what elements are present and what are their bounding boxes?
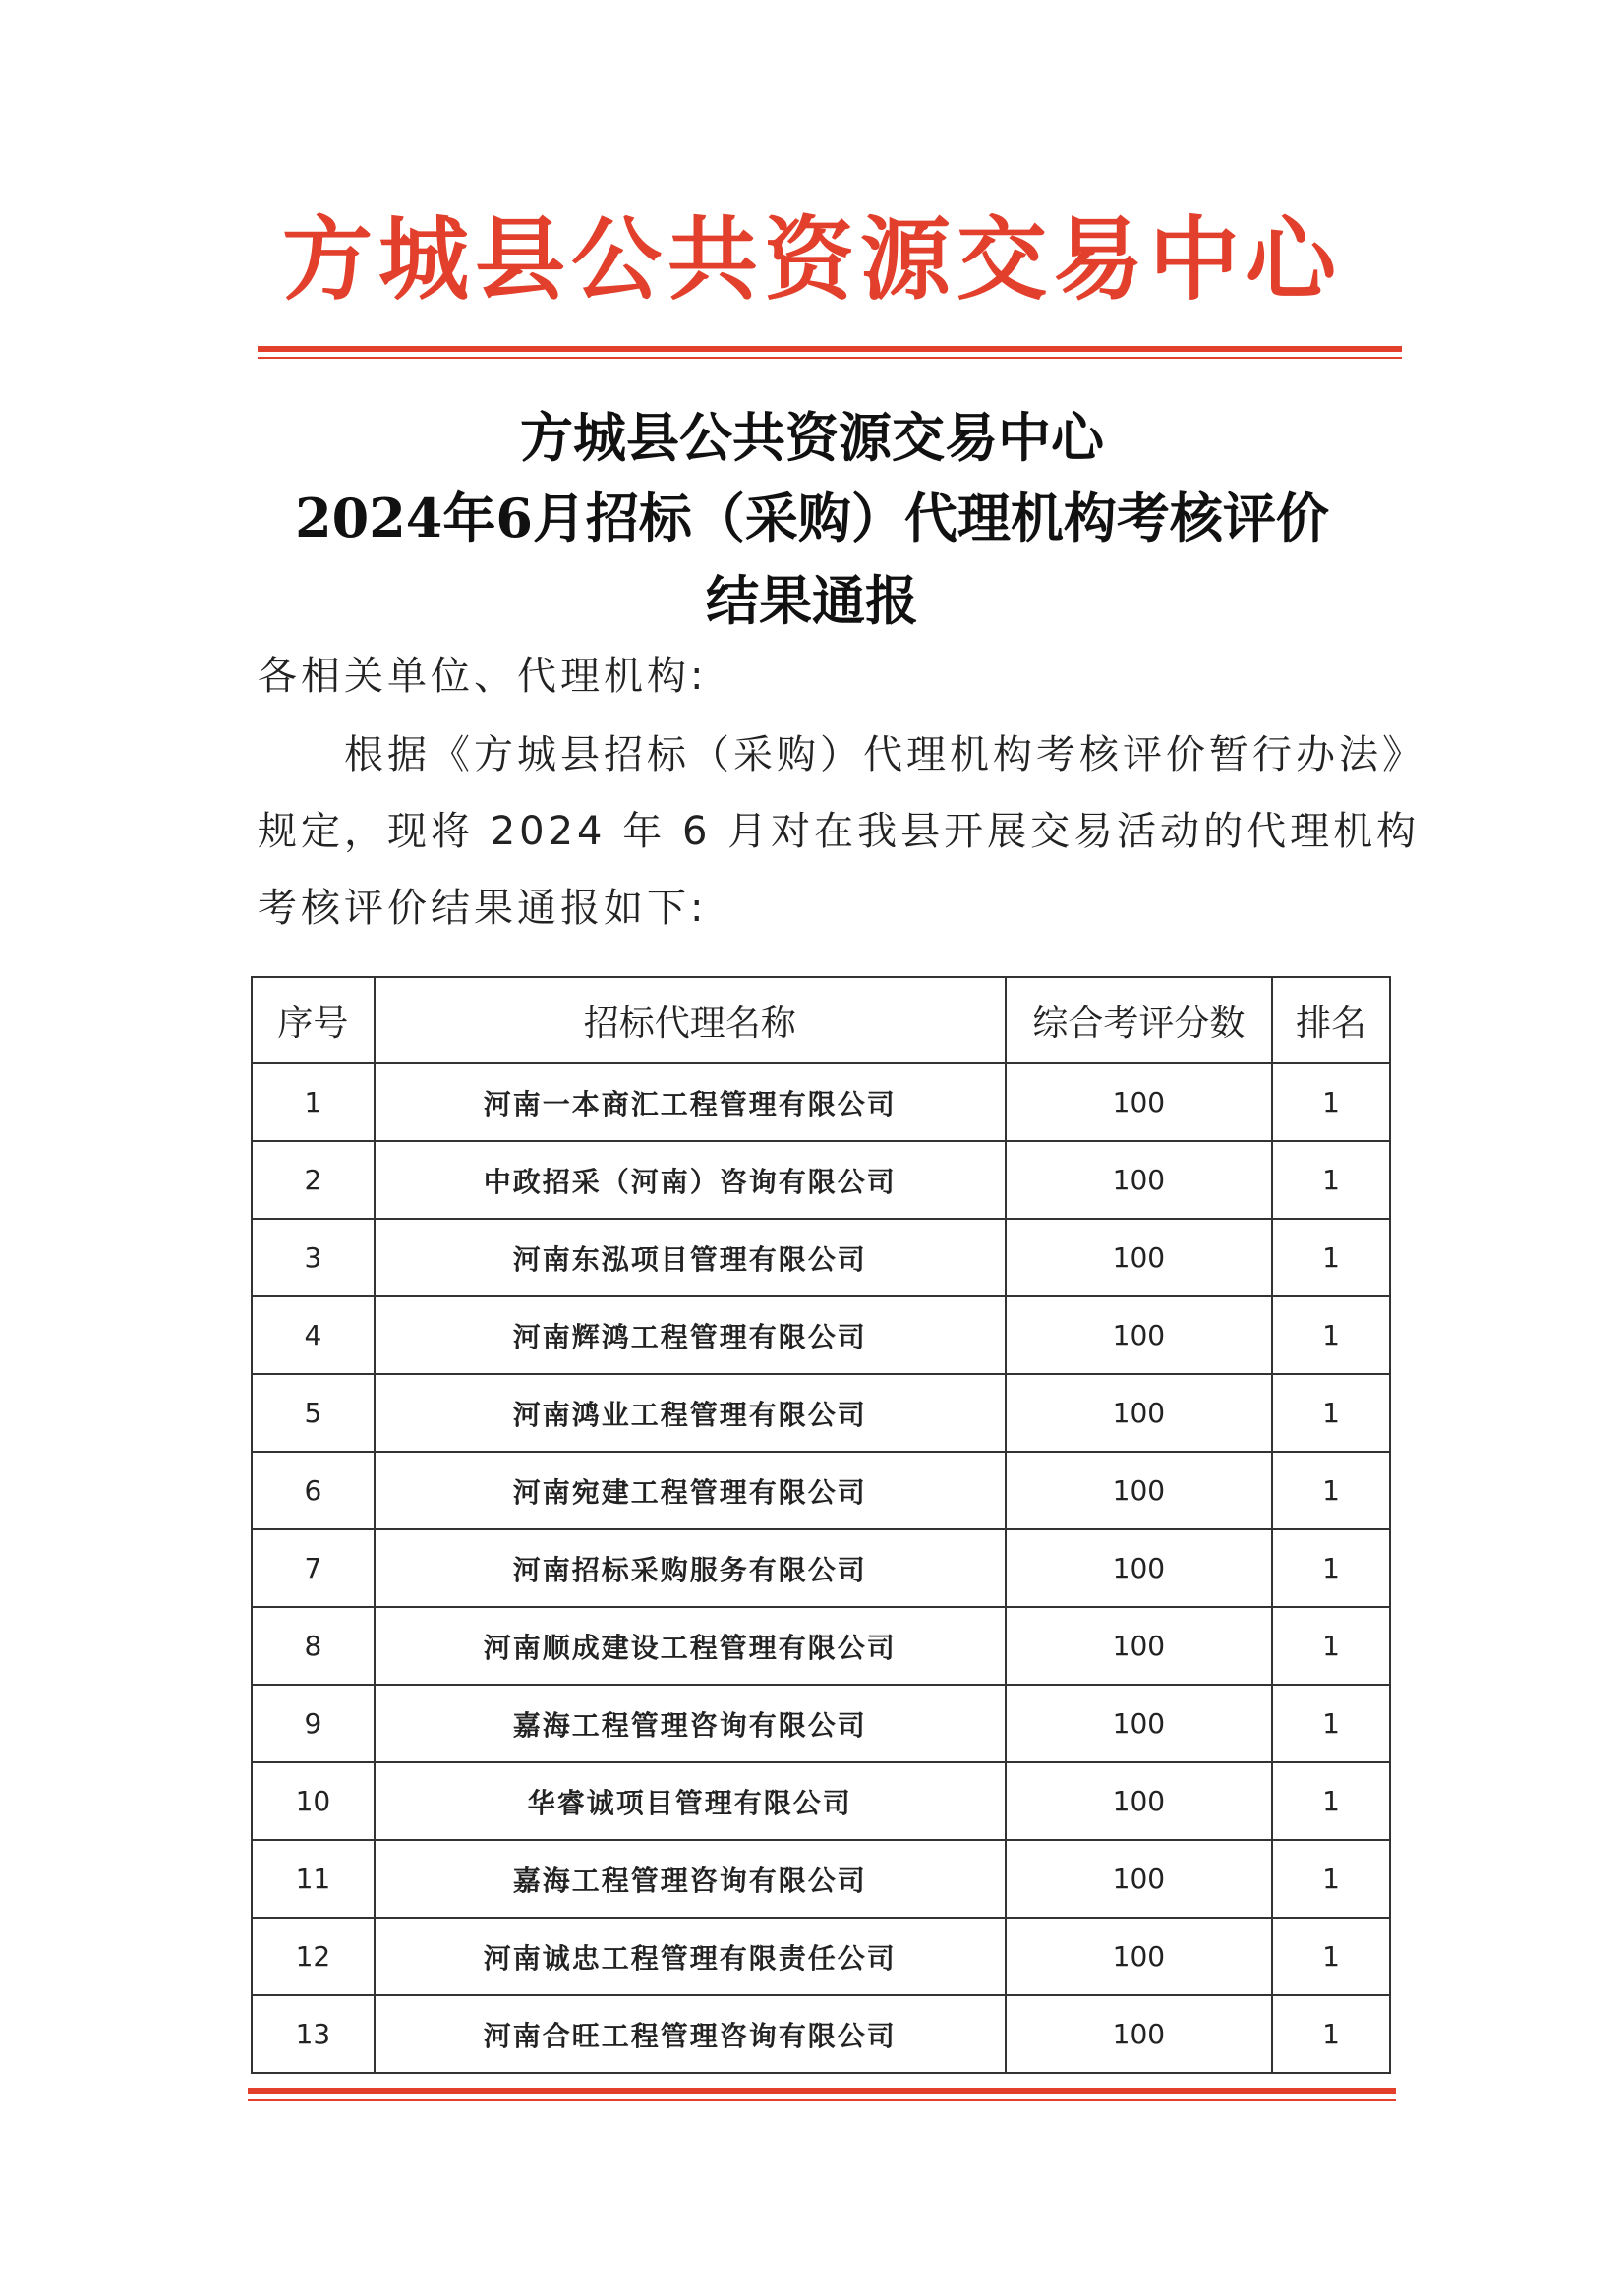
table-row [252, 1840, 1390, 1918]
cell-rank: 1 [1272, 1685, 1390, 1762]
cell-rank: 1 [1272, 1063, 1390, 1141]
cell-score: 100 [1006, 1063, 1273, 1141]
cell-score: 100 [1006, 1995, 1273, 2073]
masthead-divider-thick [258, 346, 1402, 352]
paragraph-line3: 考核评价结果通报如下: [258, 886, 708, 931]
cell-score: 100 [1006, 1762, 1273, 1840]
cell-no: 2 [252, 1141, 375, 1219]
table-row [252, 1063, 1390, 1141]
table-row [252, 1452, 1390, 1529]
cell-score: 100 [1006, 1607, 1273, 1685]
paragraph-line2: 规定，现将 2024 年 6 月对在我县开展交易活动的代理机构 [258, 809, 1421, 854]
cell-rank: 1 [1272, 1374, 1390, 1452]
cell-score: 100 [1006, 1685, 1273, 1762]
masthead-title: 方城县公共资源交易中心 [281, 206, 1342, 313]
cell-agency-name: 华睿诚项目管理有限公司 [375, 1762, 1006, 1840]
cell-rank: 1 [1272, 1607, 1390, 1685]
cell-agency-name: 河南合旺工程管理咨询有限公司 [375, 1995, 1006, 2073]
table-row [252, 1995, 1390, 2073]
document-title-line3: 结果通报 [706, 569, 918, 632]
cell-score: 100 [1006, 1141, 1273, 1219]
cell-rank: 1 [1272, 1529, 1390, 1607]
cell-agency-name: 河南一本商汇工程管理有限公司 [375, 1063, 1006, 1141]
table-body [252, 1063, 1390, 2073]
cell-score: 100 [1006, 1296, 1273, 1374]
header-name: 招标代理名称 [375, 977, 1006, 1063]
table-row [252, 1762, 1390, 1840]
cell-no: 4 [252, 1296, 375, 1374]
cell-no: 11 [252, 1840, 375, 1918]
cell-score: 100 [1006, 1452, 1273, 1529]
table-row [252, 1685, 1390, 1762]
cell-no: 7 [252, 1529, 375, 1607]
masthead-divider-thin [258, 357, 1402, 359]
table-row [252, 1918, 1390, 1995]
cell-agency-name: 河南顺成建设工程管理有限公司 [375, 1607, 1006, 1685]
footer-divider-thin [248, 2099, 1396, 2101]
cell-no: 1 [252, 1063, 375, 1141]
cell-no: 12 [252, 1918, 375, 1995]
table-row [252, 1219, 1390, 1296]
cell-score: 100 [1006, 1840, 1273, 1918]
cell-agency-name: 河南鸿业工程管理有限公司 [375, 1374, 1006, 1452]
cell-agency-name: 河南招标采购服务有限公司 [375, 1529, 1006, 1607]
cell-agency-name: 河南宛建工程管理有限公司 [375, 1452, 1006, 1529]
cell-rank: 1 [1272, 1762, 1390, 1840]
cell-score: 100 [1006, 1374, 1273, 1452]
footer-divider-thick [248, 2088, 1396, 2094]
header-no: 序号 [252, 977, 375, 1063]
table-row [252, 1607, 1390, 1685]
cell-score: 100 [1006, 1529, 1273, 1607]
document-title-line2: 2024年6月招标（采购）代理机构考核评价 [295, 487, 1329, 549]
cell-rank: 1 [1272, 1219, 1390, 1296]
table-row [252, 1296, 1390, 1374]
cell-score: 100 [1006, 1219, 1273, 1296]
cell-agency-name: 河南诚忠工程管理有限责任公司 [375, 1918, 1006, 1995]
table-row [252, 1374, 1390, 1452]
cell-no: 6 [252, 1452, 375, 1529]
document-title-line1: 方城县公共资源交易中心 [520, 406, 1104, 469]
header-rank: 排名 [1272, 977, 1390, 1063]
cell-rank: 1 [1272, 1995, 1390, 2073]
table-row [252, 1141, 1390, 1219]
cell-agency-name: 河南东泓项目管理有限公司 [375, 1219, 1006, 1296]
cell-no: 8 [252, 1607, 375, 1685]
cell-rank: 1 [1272, 1452, 1390, 1529]
table-header-row [252, 977, 1390, 1063]
cell-no: 3 [252, 1219, 375, 1296]
table-row [252, 1529, 1390, 1607]
cell-agency-name: 中政招采（河南）咨询有限公司 [375, 1141, 1006, 1219]
cell-agency-name: 嘉海工程管理咨询有限公司 [375, 1840, 1006, 1918]
paragraph-line1: 根据《方城县招标（采购）代理机构考核评价暂行办法》 [344, 732, 1425, 777]
cell-no: 5 [252, 1374, 375, 1452]
header-score: 综合考评分数 [1006, 977, 1273, 1063]
cell-no: 10 [252, 1762, 375, 1840]
cell-score: 100 [1006, 1918, 1273, 1995]
cell-no: 13 [252, 1995, 375, 2073]
cell-rank: 1 [1272, 1840, 1390, 1918]
greeting: 各相关单位、代理机构: [258, 654, 708, 699]
cell-rank: 1 [1272, 1296, 1390, 1374]
cell-rank: 1 [1272, 1918, 1390, 1995]
cell-no: 9 [252, 1685, 375, 1762]
results-table [251, 976, 1391, 2074]
cell-agency-name: 嘉海工程管理咨询有限公司 [375, 1685, 1006, 1762]
cell-rank: 1 [1272, 1141, 1390, 1219]
cell-agency-name: 河南辉鸿工程管理有限公司 [375, 1296, 1006, 1374]
